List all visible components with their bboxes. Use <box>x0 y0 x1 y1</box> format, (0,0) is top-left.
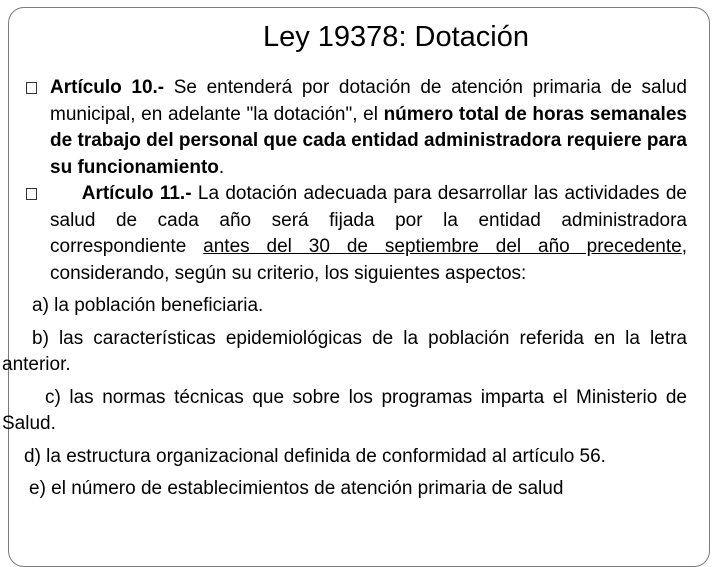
list-item-e: e) el número de establecimientos de atención primaria de salud <box>29 478 564 499</box>
article-11-underlined-date: antes del 30 de septiembre del año precedente <box>203 236 682 257</box>
list-item-d: d) la estructura organizacional definida de conformidad al artículo 56. <box>24 445 606 467</box>
checkbox-bullet-icon <box>26 82 37 94</box>
article-11-paragraph <box>26 181 687 287</box>
article-11-text: La dotación adecuada para desarrollar las actividades de salud de cada año será fijada por la entidad administradora correspondiente <box>50 183 687 257</box>
article-10-paragraph <box>26 75 687 181</box>
checkbox-bullet-icon <box>26 188 37 200</box>
article-10-bold-text: número total de horas semanales de trabajo del personal que cada entidad administradora requiere para su funcionamiento <box>50 103 687 178</box>
article-10-heading: Artículo 10.- <box>50 77 165 98</box>
article-11-heading: Artículo 11.- <box>81 183 192 204</box>
article-11-text-end: , considerando, según su criterio, los siguientes aspectos: <box>50 236 687 284</box>
list-item-a: a) la población beneficiaria. <box>32 295 264 316</box>
slide-body <box>2 75 687 503</box>
slide-title: Ley 19378: Dotación <box>262 21 530 53</box>
article-10-end: . <box>218 156 225 178</box>
article-10-text: Se entenderá por dotación de atención primaria de salud municipal, en adelante "la dotación", el <box>50 77 687 125</box>
list-item-c: c) las normas técnicas que sobre los programas imparta el Ministerio de Salud. <box>2 386 687 434</box>
list-item-b: b) las características epidemiológicas de la población referida en la letra anterior. <box>2 327 687 375</box>
